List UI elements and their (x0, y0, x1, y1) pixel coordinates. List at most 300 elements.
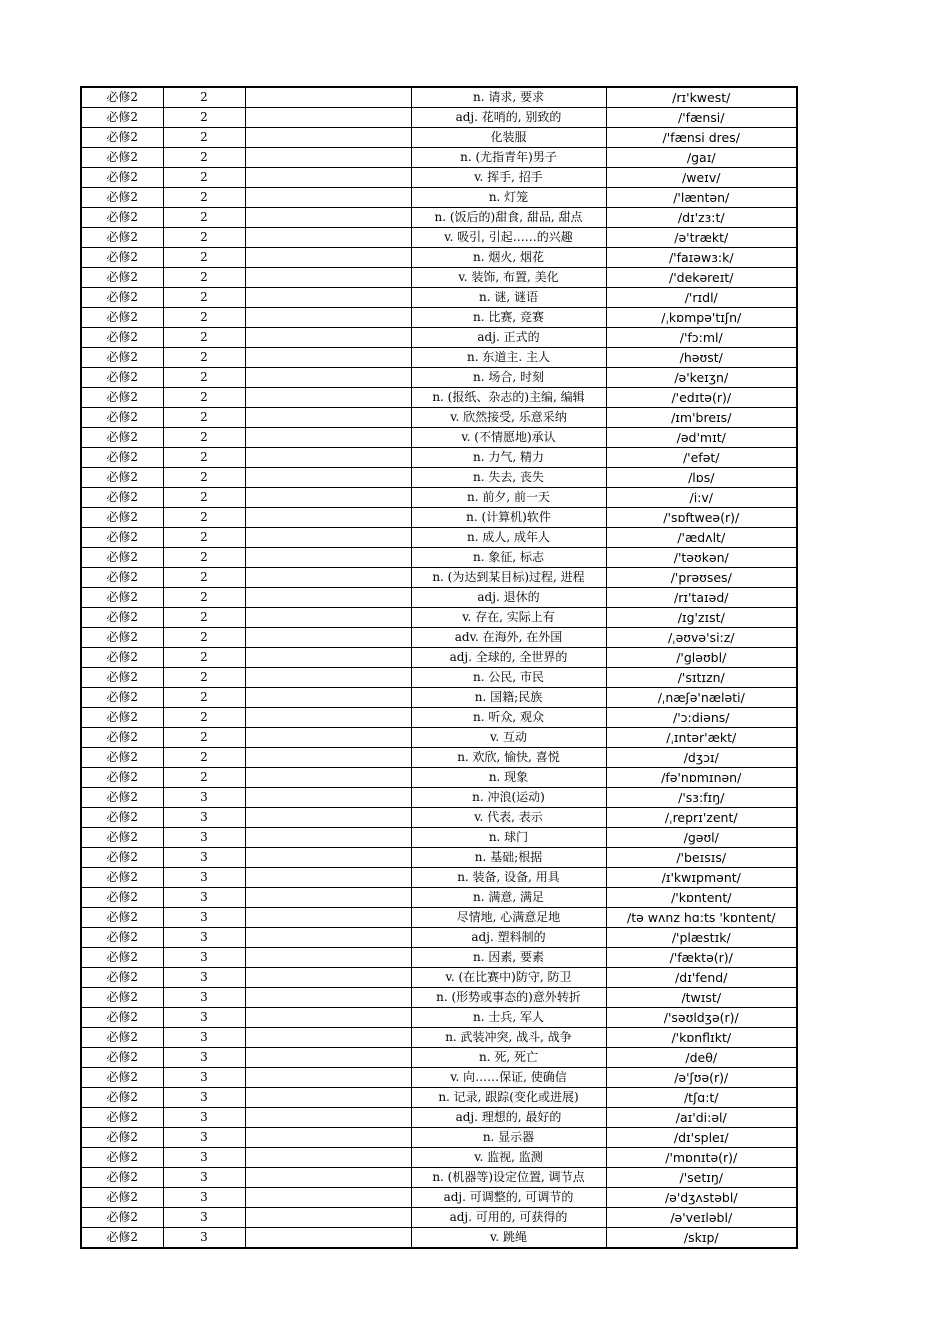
book-cell: 必修2 (81, 888, 163, 908)
word-cell (245, 688, 411, 708)
phonetic-cell: /'gləʊbl/ (606, 648, 797, 668)
word-cell (245, 108, 411, 128)
meaning-cell: n. 因素, 要素 (411, 948, 606, 968)
unit-cell: 3 (163, 988, 245, 1008)
meaning-cell: n. (为达到某目标)过程, 进程 (411, 568, 606, 588)
word-cell (245, 168, 411, 188)
unit-cell: 2 (163, 168, 245, 188)
table-row (81, 108, 797, 128)
table-row (81, 988, 797, 1008)
unit-cell: 2 (163, 648, 245, 668)
book-cell: 必修2 (81, 1128, 163, 1148)
book-cell: 必修2 (81, 548, 163, 568)
phonetic-cell: /ɪg'zɪst/ (606, 608, 797, 628)
table-row (81, 1068, 797, 1088)
book-cell: 必修2 (81, 268, 163, 288)
phonetic-cell: /həʊst/ (606, 348, 797, 368)
unit-cell: 3 (163, 1188, 245, 1208)
unit-cell: 2 (163, 308, 245, 328)
phonetic-cell: /ə'dʒʌstəbl/ (606, 1188, 797, 1208)
phonetic-cell: /gaɪ/ (606, 148, 797, 168)
table-row (81, 748, 797, 768)
unit-cell: 2 (163, 268, 245, 288)
phonetic-cell: /ˌɪntər'ækt/ (606, 728, 797, 748)
word-cell (245, 628, 411, 648)
meaning-cell: v. 吸引, 引起……的兴趣 (411, 228, 606, 248)
word-cell (245, 1028, 411, 1048)
phonetic-cell: /'mɒnɪtə(r)/ (606, 1148, 797, 1168)
meaning-cell: n. (形势或事态的)意外转折 (411, 988, 606, 1008)
table-row (81, 1128, 797, 1148)
book-cell: 必修2 (81, 628, 163, 648)
word-cell (245, 728, 411, 748)
unit-cell: 2 (163, 528, 245, 548)
word-cell (245, 228, 411, 248)
word-cell (245, 1068, 411, 1088)
unit-cell: 2 (163, 768, 245, 788)
table-row (81, 328, 797, 348)
unit-cell: 2 (163, 108, 245, 128)
phonetic-cell: /twɪst/ (606, 988, 797, 1008)
phonetic-cell: /ə'ʃʊə(r)/ (606, 1068, 797, 1088)
table-row (81, 948, 797, 968)
table-row (81, 468, 797, 488)
table-row (81, 348, 797, 368)
meaning-cell: n. 请求, 要求 (411, 87, 606, 108)
word-cell (245, 548, 411, 568)
table-row (81, 888, 797, 908)
phonetic-cell: /dɪ'spleɪ/ (606, 1128, 797, 1148)
word-cell (245, 888, 411, 908)
phonetic-cell: /weɪv/ (606, 168, 797, 188)
unit-cell: 3 (163, 888, 245, 908)
book-cell: 必修2 (81, 1168, 163, 1188)
meaning-cell: n. 士兵, 军人 (411, 1008, 606, 1028)
phonetic-cell: /gəʊl/ (606, 828, 797, 848)
book-cell: 必修2 (81, 308, 163, 328)
meaning-cell: v. 跳绳 (411, 1228, 606, 1249)
unit-cell: 3 (163, 868, 245, 888)
table-row (81, 908, 797, 928)
book-cell: 必修2 (81, 1148, 163, 1168)
word-cell (245, 308, 411, 328)
book-cell: 必修2 (81, 328, 163, 348)
phonetic-cell: /'beɪsɪs/ (606, 848, 797, 868)
unit-cell: 3 (163, 1108, 245, 1128)
table-row (81, 1088, 797, 1108)
meaning-cell: n. 烟火, 烟花 (411, 248, 606, 268)
meaning-cell: v. 互动 (411, 728, 606, 748)
phonetic-cell: /'edɪtə(r)/ (606, 388, 797, 408)
meaning-cell: n. 谜, 谜语 (411, 288, 606, 308)
word-cell (245, 528, 411, 548)
phonetic-cell: /ɪm'breɪs/ (606, 408, 797, 428)
phonetic-cell: /dɪ'zɜ:t/ (606, 208, 797, 228)
table-row (81, 828, 797, 848)
unit-cell: 2 (163, 248, 245, 268)
meaning-cell: n. 成人, 成年人 (411, 528, 606, 548)
book-cell: 必修2 (81, 1028, 163, 1048)
unit-cell: 2 (163, 508, 245, 528)
phonetic-cell: /'sɒftweə(r)/ (606, 508, 797, 528)
word-cell (245, 748, 411, 768)
phonetic-cell: /'læntən/ (606, 188, 797, 208)
meaning-cell: n. 基础;根据 (411, 848, 606, 868)
word-cell (245, 808, 411, 828)
phonetic-cell: /'sɜ:fɪŋ/ (606, 788, 797, 808)
book-cell: 必修2 (81, 368, 163, 388)
meaning-cell: v. 代表, 表示 (411, 808, 606, 828)
table-row (81, 1048, 797, 1068)
unit-cell: 2 (163, 488, 245, 508)
word-cell (245, 488, 411, 508)
phonetic-cell: /'fænsi dres/ (606, 128, 797, 148)
word-cell (245, 908, 411, 928)
word-cell (245, 988, 411, 1008)
word-cell (245, 828, 411, 848)
book-cell: 必修2 (81, 87, 163, 108)
unit-cell: 2 (163, 128, 245, 148)
table-row (81, 368, 797, 388)
book-cell: 必修2 (81, 488, 163, 508)
word-cell (245, 608, 411, 628)
table-row (81, 868, 797, 888)
meaning-cell: v. 向……保证, 使确信 (411, 1068, 606, 1088)
word-cell (245, 1228, 411, 1249)
table-row (81, 1168, 797, 1188)
word-cell (245, 328, 411, 348)
book-cell: 必修2 (81, 1108, 163, 1128)
book-cell: 必修2 (81, 568, 163, 588)
unit-cell: 3 (163, 848, 245, 868)
phonetic-cell: /ˌkɒmpə'tɪʃn/ (606, 308, 797, 328)
book-cell: 必修2 (81, 788, 163, 808)
phonetic-cell: /'faɪəwɜ:k/ (606, 248, 797, 268)
book-cell: 必修2 (81, 728, 163, 748)
unit-cell: 3 (163, 828, 245, 848)
unit-cell: 2 (163, 568, 245, 588)
word-cell (245, 928, 411, 948)
unit-cell: 2 (163, 368, 245, 388)
meaning-cell: v. 存在, 实际上有 (411, 608, 606, 628)
meaning-cell: n. 现象 (411, 768, 606, 788)
table-row (81, 568, 797, 588)
book-cell: 必修2 (81, 288, 163, 308)
unit-cell: 2 (163, 468, 245, 488)
phonetic-cell: /'plæstɪk/ (606, 928, 797, 948)
unit-cell: 2 (163, 348, 245, 368)
meaning-cell: n. 国籍;民族 (411, 688, 606, 708)
meaning-cell: n. 欢欣, 愉快, 喜悦 (411, 748, 606, 768)
phonetic-cell: /'ɔ:diəns/ (606, 708, 797, 728)
book-cell: 必修2 (81, 108, 163, 128)
phonetic-cell: /tə wʌnz hɑ:ts 'kɒntent/ (606, 908, 797, 928)
phonetic-cell: /'rɪdl/ (606, 288, 797, 308)
meaning-cell: adj. 可用的, 可获得的 (411, 1208, 606, 1228)
meaning-cell: v. 欣然接受, 乐意采纳 (411, 408, 606, 428)
phonetic-cell: /ɪ'kwɪpmənt/ (606, 868, 797, 888)
word-cell (245, 948, 411, 968)
word-cell (245, 768, 411, 788)
unit-cell: 2 (163, 428, 245, 448)
book-cell: 必修2 (81, 228, 163, 248)
phonetic-cell: /deθ/ (606, 1048, 797, 1068)
word-cell (245, 848, 411, 868)
phonetic-cell: /'prəʊses/ (606, 568, 797, 588)
unit-cell: 2 (163, 388, 245, 408)
word-cell (245, 188, 411, 208)
word-cell (245, 1088, 411, 1108)
book-cell: 必修2 (81, 408, 163, 428)
meaning-cell: 化装服 (411, 128, 606, 148)
meaning-cell: n. 场合, 时刻 (411, 368, 606, 388)
book-cell: 必修2 (81, 528, 163, 548)
table-row (81, 488, 797, 508)
table-row (81, 1148, 797, 1168)
book-cell: 必修2 (81, 1068, 163, 1088)
meaning-cell: n. 听众, 观众 (411, 708, 606, 728)
meaning-cell: adj. 正式的 (411, 328, 606, 348)
unit-cell: 2 (163, 328, 245, 348)
meaning-cell: n. 灯笼 (411, 188, 606, 208)
word-cell (245, 208, 411, 228)
word-cell (245, 968, 411, 988)
phonetic-cell: /'kɒntent/ (606, 888, 797, 908)
meaning-cell: n. 冲浪(运动) (411, 788, 606, 808)
unit-cell: 2 (163, 288, 245, 308)
unit-cell: 2 (163, 748, 245, 768)
meaning-cell: n. (饭后的)甜食, 甜品, 甜点 (411, 208, 606, 228)
phonetic-cell: /'səʊldʒə(r)/ (606, 1008, 797, 1028)
book-cell: 必修2 (81, 128, 163, 148)
table-row (81, 1028, 797, 1048)
book-cell: 必修2 (81, 388, 163, 408)
phonetic-cell: /'fɔ:ml/ (606, 328, 797, 348)
unit-cell: 2 (163, 628, 245, 648)
phonetic-cell: /'fæktə(r)/ (606, 948, 797, 968)
phonetic-cell: /'ædʌlt/ (606, 528, 797, 548)
table-row (81, 428, 797, 448)
unit-cell: 3 (163, 1048, 245, 1068)
table-row (81, 87, 797, 108)
word-cell (245, 1148, 411, 1168)
unit-cell: 2 (163, 548, 245, 568)
unit-cell: 2 (163, 588, 245, 608)
table-row (81, 588, 797, 608)
table-row (81, 628, 797, 648)
phonetic-cell: /'setɪŋ/ (606, 1168, 797, 1188)
unit-cell: 2 (163, 728, 245, 748)
word-cell (245, 148, 411, 168)
phonetic-cell: /'efət/ (606, 448, 797, 468)
meaning-cell: 尽情地, 心满意足地 (411, 908, 606, 928)
meaning-cell: n. 死, 死亡 (411, 1048, 606, 1068)
meaning-cell: adj. 理想的, 最好的 (411, 1108, 606, 1128)
unit-cell: 3 (163, 1028, 245, 1048)
word-cell (245, 268, 411, 288)
table-row (81, 148, 797, 168)
unit-cell: 3 (163, 1148, 245, 1168)
meaning-cell: n. 比赛, 竞赛 (411, 308, 606, 328)
table-row (81, 188, 797, 208)
table-row (81, 688, 797, 708)
table-row (81, 648, 797, 668)
phonetic-cell: /dʒɔɪ/ (606, 748, 797, 768)
unit-cell: 3 (163, 808, 245, 828)
word-cell (245, 408, 411, 428)
word-cell (245, 1128, 411, 1148)
meaning-cell: n. 前夕, 前一天 (411, 488, 606, 508)
word-cell (245, 1168, 411, 1188)
meaning-cell: v. (在比赛中)防守, 防卫 (411, 968, 606, 988)
word-cell (245, 388, 411, 408)
table-row (81, 408, 797, 428)
book-cell: 必修2 (81, 948, 163, 968)
table-row (81, 608, 797, 628)
word-cell (245, 1048, 411, 1068)
meaning-cell: n. (尤指青年)男子 (411, 148, 606, 168)
phonetic-cell: /ə'trækt/ (606, 228, 797, 248)
word-cell (245, 1108, 411, 1128)
word-cell (245, 588, 411, 608)
phonetic-cell: /'kɒnflɪkt/ (606, 1028, 797, 1048)
book-cell: 必修2 (81, 968, 163, 988)
meaning-cell: v. 装饰, 布置, 美化 (411, 268, 606, 288)
book-cell: 必修2 (81, 808, 163, 828)
word-cell (245, 248, 411, 268)
book-cell: 必修2 (81, 828, 163, 848)
word-cell (245, 1008, 411, 1028)
book-cell: 必修2 (81, 148, 163, 168)
table-row (81, 208, 797, 228)
meaning-cell: n. 球门 (411, 828, 606, 848)
word-cell (245, 348, 411, 368)
word-cell (245, 468, 411, 488)
word-cell (245, 508, 411, 528)
meaning-cell: adj. 退休的 (411, 588, 606, 608)
word-cell (245, 1208, 411, 1228)
meaning-cell: n. (计算机)软件 (411, 508, 606, 528)
phonetic-cell: /'fænsi/ (606, 108, 797, 128)
phonetic-cell: /ə'keɪʒn/ (606, 368, 797, 388)
meaning-cell: n. 力气, 精力 (411, 448, 606, 468)
table-row (81, 1108, 797, 1128)
book-cell: 必修2 (81, 848, 163, 868)
book-cell: 必修2 (81, 668, 163, 688)
word-cell (245, 428, 411, 448)
word-cell (245, 288, 411, 308)
phonetic-cell: /ə'veɪləbl/ (606, 1208, 797, 1228)
table-row (81, 768, 797, 788)
book-cell: 必修2 (81, 988, 163, 1008)
table-row (81, 548, 797, 568)
book-cell: 必修2 (81, 608, 163, 628)
phonetic-cell: /fə'nɒmɪnən/ (606, 768, 797, 788)
unit-cell: 2 (163, 148, 245, 168)
unit-cell: 2 (163, 608, 245, 628)
unit-cell: 2 (163, 448, 245, 468)
unit-cell: 3 (163, 1208, 245, 1228)
table-row (81, 168, 797, 188)
unit-cell: 3 (163, 1228, 245, 1249)
meaning-cell: v. 监视, 监测 (411, 1148, 606, 1168)
meaning-cell: n. 象征, 标志 (411, 548, 606, 568)
phonetic-cell: /rɪ'taɪəd/ (606, 588, 797, 608)
unit-cell: 2 (163, 688, 245, 708)
vocabulary-table-body (81, 87, 797, 1248)
unit-cell: 3 (163, 928, 245, 948)
meaning-cell: adv. 在海外, 在外国 (411, 628, 606, 648)
table-row (81, 788, 797, 808)
book-cell: 必修2 (81, 1188, 163, 1208)
table-row (81, 388, 797, 408)
word-cell (245, 868, 411, 888)
table-row (81, 288, 797, 308)
unit-cell: 3 (163, 1168, 245, 1188)
table-row (81, 1008, 797, 1028)
phonetic-cell: /ˌəʊvə'si:z/ (606, 628, 797, 648)
meaning-cell: adj. 塑料制的 (411, 928, 606, 948)
phonetic-cell: /aɪ'di:əl/ (606, 1108, 797, 1128)
meaning-cell: n. 公民, 市民 (411, 668, 606, 688)
meaning-cell: n. 满意, 满足 (411, 888, 606, 908)
book-cell: 必修2 (81, 508, 163, 528)
meaning-cell: adj. 可调整的, 可调节的 (411, 1188, 606, 1208)
table-row (81, 268, 797, 288)
meaning-cell: adj. 全球的, 全世界的 (411, 648, 606, 668)
phonetic-cell: /'sɪtɪzn/ (606, 668, 797, 688)
table-row (81, 528, 797, 548)
word-cell (245, 668, 411, 688)
unit-cell: 2 (163, 668, 245, 688)
table-row (81, 1188, 797, 1208)
meaning-cell: n. 失去, 丧失 (411, 468, 606, 488)
word-cell (245, 788, 411, 808)
table-row (81, 228, 797, 248)
table-row (81, 248, 797, 268)
table-row (81, 928, 797, 948)
meaning-cell: n. (机器等)设定位置, 调节点 (411, 1168, 606, 1188)
phonetic-cell: /ˌreprɪ'zent/ (606, 808, 797, 828)
phonetic-cell: /lɒs/ (606, 468, 797, 488)
unit-cell: 3 (163, 1008, 245, 1028)
meaning-cell: adj. 花哨的, 别致的 (411, 108, 606, 128)
unit-cell: 3 (163, 1068, 245, 1088)
unit-cell: 3 (163, 788, 245, 808)
book-cell: 必修2 (81, 248, 163, 268)
word-cell (245, 648, 411, 668)
book-cell: 必修2 (81, 908, 163, 928)
table-row (81, 668, 797, 688)
meaning-cell: n. 记录, 跟踪(变化或进展) (411, 1088, 606, 1108)
table-row (81, 848, 797, 868)
word-cell (245, 1188, 411, 1208)
table-row (81, 708, 797, 728)
word-cell (245, 87, 411, 108)
book-cell: 必修2 (81, 428, 163, 448)
table-row (81, 1228, 797, 1249)
phonetic-cell: /'təʊkən/ (606, 548, 797, 568)
table-row (81, 968, 797, 988)
book-cell: 必修2 (81, 688, 163, 708)
book-cell: 必修2 (81, 448, 163, 468)
unit-cell: 2 (163, 208, 245, 228)
unit-cell: 2 (163, 408, 245, 428)
meaning-cell: n. 显示器 (411, 1128, 606, 1148)
phonetic-cell: /tʃɑ:t/ (606, 1088, 797, 1108)
book-cell: 必修2 (81, 168, 163, 188)
book-cell: 必修2 (81, 748, 163, 768)
